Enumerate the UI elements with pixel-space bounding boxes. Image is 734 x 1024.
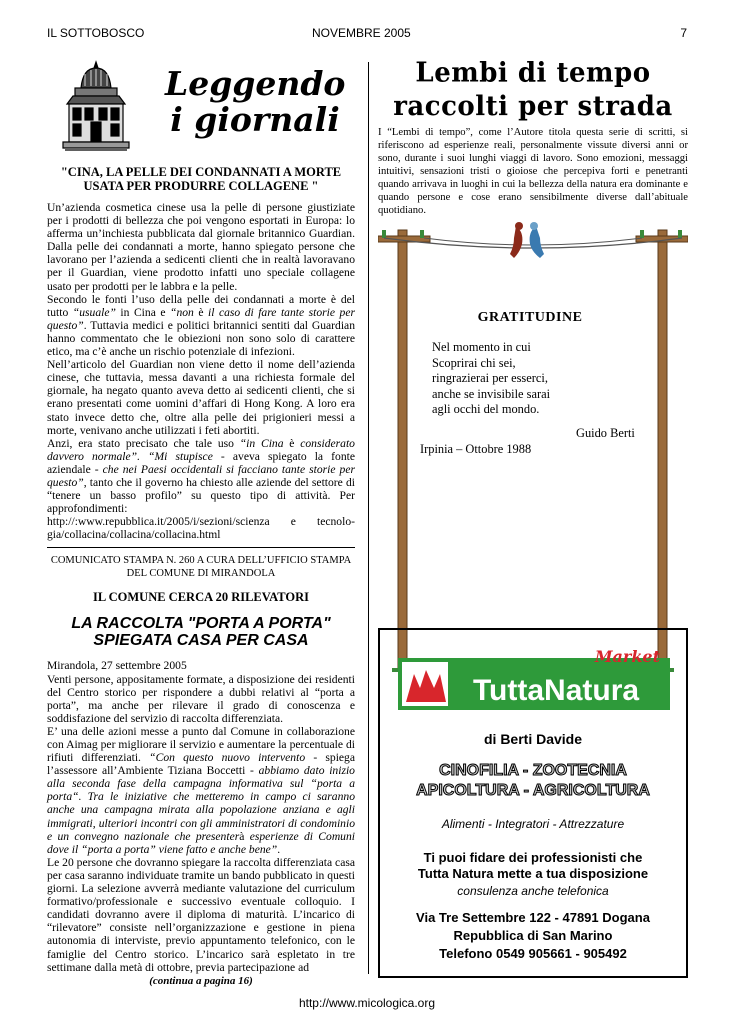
article2-body — [47, 659, 355, 973]
article1-body — [47, 201, 355, 541]
article2-paragraph: Venti persone, appositamente formate, a disposizione dei residenti del Centro storico per rispondere a dubbi relativi al “porta a porta”, ma anche per rilevare il grado di conoscenza e soddisfazione del servizio di raccolta differenziata. — [47, 672, 355, 725]
article1-paragraph — [47, 437, 355, 516]
lembi-title-line2: raccolti per strada — [393, 91, 673, 123]
text-run: à — [239, 829, 245, 843]
poem-lines — [432, 340, 640, 418]
text-run-italic: “usuale” — [72, 305, 116, 319]
text-run: . — [277, 842, 281, 856]
lembi-intro: I “Lembi di tempo”, come l’Autore titola questa serie di scritti, si riferiscono ad esperienze reali, personalmente vissute diversi anni or sono, durante i suoi lunghi viaggi di lavoro. Sono emozioni, messaggi intuitivi, sensazioni tristi o gioiose che percepiva forti e penetranti quando arrivava in luoghi in cui la bellezza della natura era dominante e quando persone e cose erano sensibilmente diverse dall’abituale quotidiano. — [378, 127, 688, 216]
ad-address — [380, 909, 686, 963]
tuttanatura-logo — [398, 648, 670, 710]
text-run: - aveva spiegato la fonte aziendale - — [47, 449, 355, 476]
logo-brand-text: TuttaNatura — [472, 674, 640, 707]
left-column — [47, 58, 355, 987]
text-run-italic: considerato davvero normale”. “Mi stupisce — [47, 436, 355, 463]
ad-category-line: APICOLTURA - AGRICOLTURA — [416, 782, 650, 799]
publication-name: IL SOTTOBOSCO — [47, 26, 145, 40]
masthead-title — [165, 66, 345, 138]
poem-title: GRATITUDINE — [477, 310, 583, 325]
ad-trust — [380, 850, 686, 882]
text-run: in Cina e — [115, 305, 170, 319]
page-header — [47, 26, 687, 42]
ad-consult: consulenza anche telefonica — [457, 884, 609, 898]
continued-note: (continua a pagina 16) — [149, 974, 253, 987]
press-release-note: COMUNICATO STAMPA N. 260 A CURA DELL’UFFICIO STAMPA DEL COMUNE DI MIRANDOLA — [50, 555, 352, 580]
masthead — [47, 58, 355, 160]
ad-trust-line: Tutta Natura mette a tua disposizione — [417, 866, 649, 881]
text-run-italic: che nei Paesi occidentali si facciano tante storie per questo” — [47, 462, 355, 489]
poem-author: Guido Berti — [576, 426, 635, 440]
text-run-italic: il caso di fare tante storie per questo” — [47, 305, 355, 332]
page-number: 7 — [680, 26, 687, 40]
issue-date: NOVEMBRE 2005 — [312, 26, 411, 40]
ad-address-line: Repubblica di San Marino — [453, 928, 613, 943]
column-divider — [368, 62, 369, 974]
right-pole-icon — [636, 230, 688, 670]
masthead-title-line2: i giornali — [170, 100, 340, 139]
text-run: - spiega l’assessore all’Ambiente Tiziana Boccetti - — [47, 751, 355, 778]
article1-headline: "CINA, LA PELLE DEI CONDANNATI A MORTE USATA PER PRODURRE COLLAGENE " — [60, 165, 342, 193]
article1-paragraph: Nell’articolo del Guardian non viene detto il nome dell’azienda cinese, che tuttavia, messa davanti a una richiesta formale del giornale, ha negato quanto aveva detto ai sedicenti clienti, che si erano presentati come uomini d’affari di Hong Kong. A loro era stato invece detto che, oltre alla pelle dei prigionieri messi a morte, venivano anche utilizzati i feti abortiti. — [47, 358, 355, 437]
poem-line: ringrazierai per esserci, — [432, 371, 548, 386]
poem-place: Irpinia – Ottobre 1988 — [420, 442, 532, 456]
poem-line: Nel momento in cui — [432, 340, 531, 354]
text-run: E’ una delle azioni messe a punto dal Comune in collaborazione con Aimag per migliorare il servizio e aumentare la percentuale di rifiuti differenziati. — [47, 724, 355, 765]
text-run-italic: abbiamo dato inizio alla seconda fase della campagna informativa sul “porta a porta“. Tra le iniziative che metteremo in campo ci saranno anche una campagna mirata alla popolazione anziana e agli immigrati, ulteriori incontri con gli amministratori di condominio e un convegno nazionale che presenter — [47, 764, 355, 843]
text-run: . Tuttavia medici e politici britannici sentiti dal Guardian hanno commentato che le obiezioni non sono solo di carattere etico, ma c’è anche un rischio potenziale di infezioni. — [47, 318, 355, 359]
lembi-title — [378, 56, 688, 123]
right-column — [378, 57, 688, 456]
poem — [420, 310, 640, 418]
ad-address-line: Via Tre Settembre 122 - 47891 Dogana — [416, 910, 650, 925]
tuttanatura-ad — [378, 628, 688, 978]
text-run: è — [193, 305, 208, 319]
poem-line: agli occhi del mondo. — [432, 402, 540, 417]
building-illustration-icon — [61, 60, 131, 152]
text-run-italic: “Con questo nuovo intervento — [149, 751, 306, 765]
text-run: Anzi, era stato precisato che tale uso — [47, 436, 240, 450]
article1-paragraph — [47, 293, 355, 358]
ad-owner: di Berti Davide — [483, 731, 583, 747]
ad-categories — [380, 761, 686, 801]
section-divider — [47, 547, 355, 548]
text-run: è — [283, 436, 301, 450]
poem-line: Scoprirai chi sei, — [432, 355, 516, 370]
footer-url[interactable]: http://www.micologica.org — [298, 996, 436, 1010]
text-run: Secondo le fonti l’uso della pelle dei condannati a morte è del tutto — [47, 292, 355, 319]
text-run-italic: “non — [170, 305, 194, 319]
logo-market-text: Market — [594, 648, 660, 666]
poem-line: anche se invisibile sarai — [432, 386, 551, 401]
ad-phone: Telefono 0549 905661 - 905492 — [439, 946, 627, 961]
article1-link-cont[interactable]: gia/collacina/collacina/collacina.html — [47, 528, 221, 542]
text-run-italic: “in Cina — [239, 436, 284, 450]
text-run: , tanto che il governo ha chiesto alle aziende del settore di “tenere un basso profilo” su questo tipo di attività. Per approfondimenti: — [47, 475, 355, 516]
article2-paragraph — [47, 725, 355, 856]
masthead-title-line1: Leggendo — [165, 64, 346, 103]
article2-dateline: Mirandola, 27 settembre 2005 — [47, 659, 187, 673]
birds-icon — [510, 222, 544, 258]
ad-category-line: CINOFILIA - ZOOTECNIA — [439, 762, 627, 779]
ad-trust-line: Ti puoi fidare dei professionisti che — [423, 850, 643, 865]
article2-paragraph: Le 20 persone che dovranno spiegare la raccolta differenziata casa per casa saranno individuate tramite un bando pubblicato in questi giorni. La selezione avverrà mediante valutazione del curriculum formativo/professionale e successivo eventuale colloquio. I candidati dovranno avere il diploma di maturità. L’incarico di “rilevatore” consiste nell’organizzazione e gestione in piena autonomia di interviste, previo appuntamento telefonico, con le famiglie del Centro storico. L’incarico sarà espletato in tre settimane dalla metà di ottobre, previa partecipazione ad — [47, 855, 355, 974]
article1-paragraph: Un’azienda cosmetica cinese usa la pelle di persone giustiziate per i prodotti di bellezza che poi vengono esportati in Europa: lo afferma un’inchiesta pubblicata dal giornale britannico Guardian. Dalla pelle dei condannati a morte, hanno spiegato persone che lavorano per l’azienda a sedicenti clienti che in realtà lavoravano per il Guardian, viene prodotto infatti uno speciale collagene usato per prodotti per le labbra e la pelle. — [47, 201, 355, 293]
article2-headline: LA RACCOLTA "PORTA A PORTA" SPIEGATA CASA PER CASA — [71, 615, 331, 650]
lembi-title-line1: Lembi di tempo — [415, 57, 651, 89]
article1-link[interactable]: http://:www.repubblica.it/2005/i/sezioni/scienza e tecnolo- — [47, 515, 355, 529]
ad-products: Alimenti - Integratori - Attrezzature — [441, 817, 625, 831]
article2-kicker: IL COMUNE CERCA 20 RILEVATORI — [92, 590, 309, 605]
text-run-italic: esperienze di Comuni dove il “porta a porta” viene fatto e anche bene” — [47, 829, 356, 856]
